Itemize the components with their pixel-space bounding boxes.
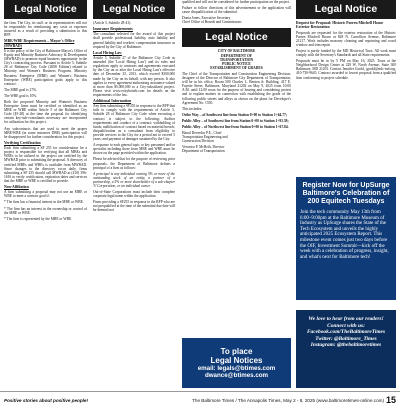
notice-title-line: TRANSPORTATION (219, 57, 254, 62)
page-footer (0, 391, 400, 410)
signature-name: Hanul Deverdor P.E., Chief (182, 131, 222, 136)
body-text: A response to each general topic or key personnel and/or specialist including those from MBE and WBE must be shown on the page provided within the application. (93, 143, 175, 156)
connect-line: Connect with us: (327, 322, 365, 329)
body-text: Article 5, Subtitle 27 of the Baltimore City Code as amended (the 'Local Hiring Law') and its rules and regulations apply to contracts and agreements executed by the City on or after the Local Hiring Law's effective date of December 25, 2013, which exceed $300,000 made by the City on its behalf, with any person. It also applies to every agreement authorizing assistance valued at more than $5,000,000 to a City-subsidized project. Please visit www.ecitybotteh.com for details on the requirements of the law. (93, 56, 175, 97)
body-text: Each firm submitting a SF 255 for consideration for a project is responsible for verifying that all MBEs and WBEs to be utilized in the project are certified by the MWBAD prior to submitting the proposal. A directory of certified MBEs and WBEs is available from MWBAD. Since changes to the directory occur daily, firms submitting a SF 255 should call MWBAD at (410) 396-1616 to verify certification, expiration dates and services that the MBE or WBE is certified to provide. (4, 146, 87, 183)
dwance-email-link[interactable]: dwance@btimes.com (204, 372, 269, 379)
body-text: This includes: (182, 106, 203, 111)
body-text: A firm submitting a proposal may not use an MBE or WBE to meet a contract goal if: (4, 190, 87, 199)
street-item: Oribe Way – of Southwest line from Station 0+00 to Station 1+64.77; (182, 112, 287, 117)
body-text: qualified and will not be considered for further participation on the project. (182, 0, 290, 4)
upsurge-title-line: 200 Equitech Tuesdays (307, 198, 385, 205)
section-heading: MBE/WBE Requirements – Mayor's Office (MWBAD) (4, 39, 75, 48)
legal-notice-header: Legal Notice (4, 0, 87, 19)
body-text: Proposals are requested for the exterior restoration of the Historic Parren Mitchell House at 828 N. Carrollton Avenue, Baltimore 21217. Work includes masonry cleaning and repointing and wood window and trim repair. (296, 30, 396, 47)
mbe-goal: The MBE goal is 27%. (4, 87, 38, 92)
body-text: Please be advised that for the purpose of reviewing prior proposals, the Department of Baltimore defines a principal of a firm as follows: (93, 157, 175, 170)
column-2 (93, 0, 175, 390)
column-3 (182, 0, 291, 390)
signature-name: Veronica P. McBeth, Director (182, 145, 225, 150)
body-text: Any firm submitting a SF255 in response to the RFP that fails to comply with the requirements of Article 5, Subtitle 28 of Baltimore City Code when executing a contract is subject to the following: Auditor requirements and conduct of a contract; withholding of funds; nullification of contract based on material breach; disqualification as a consultant from eligibility to provide services to the City for a period not to exceed 5 years; and payment of damages sustained by the City. (93, 104, 175, 142)
body-text: Firms providing a SF255 in response to the RFP who are not prequalified at the time of the submittal due date will be deemed not (93, 200, 175, 213)
signature-title: Department of Transportation (182, 149, 225, 154)
body-text: (Article 5, Subtitle 28-41). (93, 21, 132, 25)
principal-definition: A principal is any individual owning 5% or more of the outstanding stock of an entity, a partner of a partnership, a 5% or more shareholder of a sub-chapter 'S' Corporation, or an individual owner. (93, 171, 175, 188)
wbe-goal: The WBE goal is 10%. (4, 93, 38, 98)
body-text: * The firm is represented by the MBE or WBE. (4, 216, 73, 221)
legal-notice-header: Legal Notice (93, 0, 175, 19)
place-legal-notices-ad (182, 338, 291, 388)
notice-title-line: PUBLIC NOTICE (222, 61, 251, 66)
legals-email-link[interactable]: email: legals@btimes.com (197, 365, 276, 372)
body-text: The consultant selected for the award of this project shall provide professional liability, auto liability and general liability and workers' compensation insurance as required by the City of Baltimore. (93, 32, 175, 49)
section-heading: Verifying Certification (4, 140, 41, 145)
section-heading: Local Hiring Law (93, 50, 122, 55)
legal-notice-header: Legal Notice (182, 28, 291, 47)
twitter-link[interactable]: Twitter: @Baltimore_Times (315, 335, 377, 342)
signature-title: Chief Office of Boards and Commissions (182, 20, 242, 25)
section-heading: Additional Information (93, 99, 132, 103)
body-text: The Chief of the Transportation and Construction Engineering Division, designee of the Director of Baltimore City Department of Transportation, will be in his office, Room 500 Charles L. Benton Jr. Building, 417 E. Fayette Street, Baltimore, Maryland 21202 on May 9, 2025 from 10:00 A.M. until 12:00 noon for the purpose of hearing and considering protest and to explain matters in connection with establishing the grade of the following public streets and alleys as shown on the plans for Developer's Agreement No. 1550. (182, 71, 291, 105)
body-text: Project is partly funded by the MD Historical Trust. All work must comply with the Secretary's Standards and all State requirements. (296, 48, 396, 58)
notice-title-line: ESTABLISHMENT OF GRADES (210, 65, 263, 70)
rfp-heading: Request for Proposal: Historic Parren Mitchell House Exterior Restoration (296, 21, 384, 30)
legal-notice-header: Legal Notice (296, 0, 396, 19)
notice-title-line: DEPARTMENT OF (221, 53, 252, 58)
connect-with-us-ad (296, 310, 396, 388)
notice-title-line: CITY OF BALTIMORE (217, 49, 256, 54)
upsurge-body: Join the tech community May 13th from 6:00–9:00pm at the Baltimore Museum of Industry as UpSurge shares the State of the Tech Ecosystem and unveils the highly anticipated 2025 Ecosystem Report. This milestone event comes just two days before the OIF, Investment Summit—kick off the week with a celebration of progress, insight, and what's next for Baltimore tech! (300, 210, 389, 260)
facebook-link[interactable]: Facebook.com/TheBaltimoreTimes (306, 329, 386, 336)
column-1 (4, 0, 87, 390)
page-number: 15 (385, 395, 396, 405)
signature-name: Donta Jones, Executive Secretary (182, 16, 231, 21)
footer-publication: The Baltimore Times / The Annapolis Times, May 2 - 8, 2025 (www.baltimoretimes-online.com) (192, 398, 384, 403)
connect-line: We love to hear from our readers! (308, 316, 384, 322)
body-text: Out-of-State Corporations must include their complete corporate legal name within the application. (93, 190, 175, 199)
body-text: * The firm has an interest in the ownership or control of the MBE or WBE. (4, 206, 87, 215)
body-text: It is the policy of the City of Baltimore Mayor's Office of Equity and Minority Business Advocacy & Development (MWBAD) to promote equal business opportunity in the City's contracting process. Pursuant to Article 5, Subtitle 28 of Baltimore City Code (2008 Edition) related to Minority and Women's Business Program, Minority Business Enterprise (MBE) and Women's Business Enterprise (WBE) participation goals apply to this contract. (4, 48, 87, 86)
signature-title: Transportation Engineering and (182, 135, 228, 140)
signature-title: Construction Division (182, 139, 214, 144)
ad-line: To place (220, 347, 253, 356)
body-text: * The firm has a financial interest in the MBE or WBE. (4, 200, 84, 205)
body-text: Both the proposed Minority and Women's Business Enterprise firms must be certified or identified as an MBE or WBE within Article 5 of the Baltimore City Code (§5-28) at the time the proposal for identifying certain key-sub-consultants necessary are incorporated for utilization for this project. (4, 100, 87, 125)
upsurge-title-line: Register Now for UpSurge (302, 182, 390, 189)
upsurge-title-line: Baltimore's Celebration of (302, 190, 390, 197)
section-heading: Non-Affiliation (4, 184, 29, 189)
body-text: Failure to follow directions of this advertisement or the application will cause disqualification of the submittal. (182, 6, 291, 15)
section-heading: Insurance Requirements (93, 27, 133, 32)
body-text: Proposals must be in by 5 PM on May 16, 2025. Tours at the Neighborhood Design Center at 229 W. North Avenue, Suite 300 Baltimore, MD 21201. Contact Jennifer Goold, jgoold@ndc-md.org, 410-730-9645. Contract awarded to lowest proposal from a qualified firm conforming to project schedule. (296, 59, 396, 80)
body-text: the firm. The City, its staff, or its representatives will not be responsible for reimbursing any costs or expenses incurred as a result of providing a submission to this RFP. (4, 21, 87, 38)
street-item: Public Alley – of Northwest line from Station 0+00 to Station 1+67.84. (182, 124, 289, 129)
street-item: Public Alley – of Southwest line from Station 0+00 to Station 1+93.39; (182, 118, 289, 123)
ad-line: Legal Notices (210, 356, 263, 365)
footer-tagline: Positive stories about positive people! (4, 398, 88, 403)
body-text: Any subcontracts that are used to meet the proper MBE/WBE (in some instances DBE) participation will be disapproved for further consideration for this project. (4, 126, 87, 139)
upsurge-ad (296, 177, 396, 300)
instagram-link[interactable]: Instagram: @thebaltimoretimes (310, 342, 382, 349)
